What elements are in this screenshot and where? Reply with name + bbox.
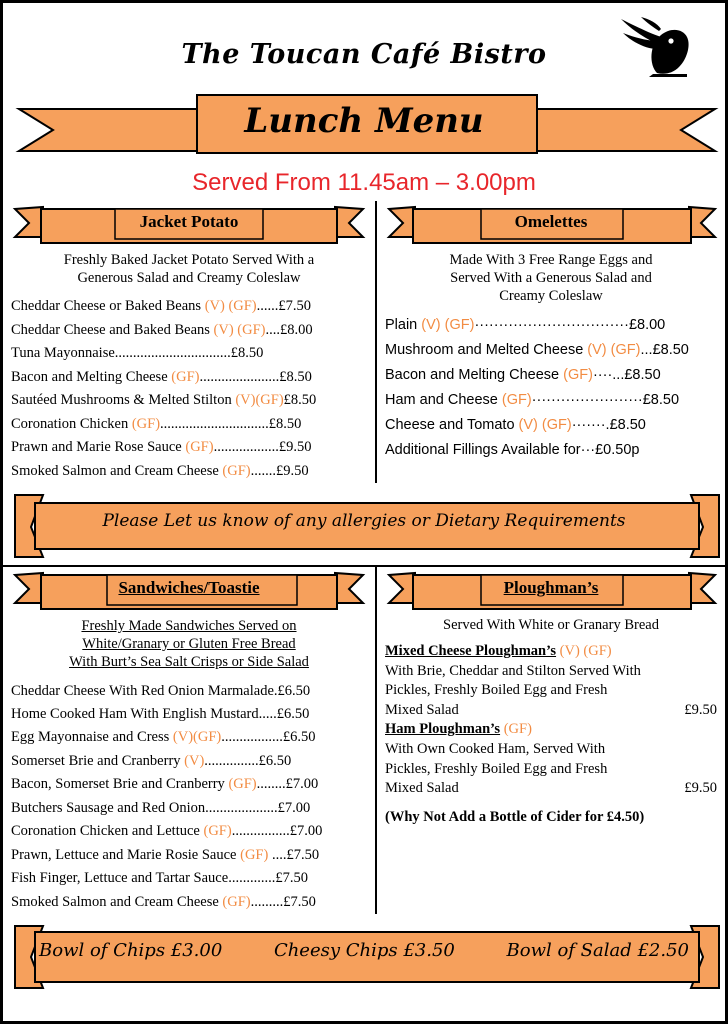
sides-items bbox=[39, 940, 689, 961]
menu-item-name: Bacon, Somerset Brie and Cranberry bbox=[11, 776, 225, 793]
menu-item-tags: (V)(GF) bbox=[169, 729, 222, 746]
menu-item-leader: .... bbox=[268, 846, 287, 863]
menu-item-tags: (GF) bbox=[218, 462, 251, 479]
jacket-potato-heading-ribbon bbox=[11, 203, 367, 247]
menu-item-price: £8.50 bbox=[624, 367, 661, 384]
menu-item-leader: .... bbox=[265, 321, 280, 338]
ploughmans-subtitle: Served With White or Granary Bread bbox=[443, 617, 659, 634]
sides-banner bbox=[9, 918, 719, 994]
menu-item bbox=[11, 389, 367, 412]
jacket-potato-subtitle-line2: Generous Salad and Creamy Coleslaw bbox=[77, 270, 301, 287]
sandwiches-items bbox=[11, 680, 367, 915]
menu-item-price: £8.50 bbox=[642, 392, 680, 409]
menu-item-name: Mushroom and Melted Cheese bbox=[385, 342, 584, 359]
omelettes-subtitle-line3: Creamy Coleslaw bbox=[499, 288, 603, 305]
menu-item-name: Smoked Salmon and Cream Cheese bbox=[11, 893, 219, 910]
menu-item-price: £7.00 bbox=[285, 776, 319, 793]
ploughmans-item-title: Ham Ploughman’s bbox=[385, 721, 501, 738]
menu-item-price: £6.50 bbox=[277, 682, 311, 699]
omelettes-heading: Omelettes bbox=[514, 212, 588, 231]
banner-title: Lunch Menu bbox=[244, 101, 484, 141]
menu-item-name: Prawn and Marie Rose Sauce bbox=[11, 439, 182, 456]
menu-item-tags: (V)(GF) bbox=[231, 392, 284, 409]
menu-item-name: Tuna Mayonnaise bbox=[11, 345, 115, 362]
allergy-text: Please Let us know of any allergies or Dietary Requirements bbox=[102, 511, 626, 532]
menu-item-price: £7.00 bbox=[289, 823, 323, 840]
menu-item-leader: ............. bbox=[228, 870, 276, 887]
menu-item-price: £8.50 bbox=[652, 342, 689, 359]
menu-item-price: £8.50 bbox=[609, 417, 646, 434]
omelettes-subtitle-line2: Served With a Generous Salad and bbox=[450, 270, 652, 287]
menu-item bbox=[11, 460, 367, 483]
menu-item-tags: (GF) bbox=[497, 392, 532, 409]
side-item: Bowl of Chips £3.00 bbox=[39, 940, 223, 962]
menu-item-tags: (GF) bbox=[224, 776, 257, 793]
ploughmans-note: (Why Not Add a Bottle of Cider for £4.50) bbox=[385, 808, 645, 825]
menu-item-tags: (GF) bbox=[181, 439, 214, 456]
omelettes-heading-ribbon bbox=[385, 203, 717, 247]
sandwiches-subtitle bbox=[11, 617, 367, 671]
lunch-menu-banner bbox=[13, 89, 715, 161]
side-item: Cheesy Chips £3.50 bbox=[273, 940, 455, 962]
menu-item-leader: ..... bbox=[258, 705, 277, 722]
menu-item bbox=[385, 388, 717, 413]
menu-item-price: £8.00 bbox=[280, 321, 313, 338]
menu-item-name: Butchers Sausage and Red Onion bbox=[11, 799, 206, 816]
menu-item-tags: (V) (GF) bbox=[417, 317, 475, 334]
menu-item bbox=[11, 319, 367, 342]
menu-item-price: £6.50 bbox=[282, 729, 316, 746]
menu-item-name: Coronation Chicken and Lettuce bbox=[11, 823, 200, 840]
menu-item bbox=[385, 363, 717, 388]
jacket-potato-items bbox=[11, 295, 367, 483]
menu-item bbox=[11, 680, 367, 703]
menu-item bbox=[11, 703, 367, 726]
menu-item-price: £7.50 bbox=[283, 893, 316, 910]
menu-item bbox=[11, 750, 367, 773]
menu-item-name: Ham and Cheese bbox=[385, 392, 498, 409]
menu-item-price: £6.50 bbox=[258, 752, 292, 769]
menu-item-leader: .................. bbox=[213, 439, 279, 456]
side-item: Bowl of Salad £2.50 bbox=[506, 940, 689, 962]
menu-item-price: £9.50 bbox=[276, 462, 309, 479]
menu-item-leader: ...... bbox=[256, 298, 279, 315]
menu-item-tags: (GF) bbox=[167, 368, 200, 385]
sandwiches-subtitle-line3: With Burt’s Sea Salt Crisps or Side Salad bbox=[69, 654, 309, 671]
menu-item-price: £7.50 bbox=[286, 846, 320, 863]
jacket-potato-subtitle-line1: Freshly Baked Jacket Potato Served With a bbox=[63, 252, 315, 268]
omelettes-items bbox=[385, 313, 717, 463]
menu-item-price: £7.50 bbox=[278, 298, 312, 315]
ploughmans-item-tags: (GF) bbox=[500, 721, 532, 738]
menu-item bbox=[385, 413, 717, 438]
menu-item-name: Sautéed Mushrooms & Melted Stilton bbox=[11, 392, 232, 409]
ploughmans-blocks bbox=[385, 642, 717, 799]
menu-item bbox=[11, 436, 367, 459]
allergy-banner bbox=[9, 489, 719, 563]
sandwiches-subtitle-line1: Freshly Made Sandwiches Served on bbox=[81, 618, 297, 635]
menu-item-name: Cheddar Cheese or Baked Beans bbox=[11, 298, 202, 315]
cafe-name: The Toucan Café Bistro bbox=[181, 39, 547, 70]
menu-item-price: £7.00 bbox=[277, 799, 311, 816]
ploughmans-item-price: £9.50 bbox=[684, 701, 717, 718]
menu-item-price: £8.50 bbox=[230, 345, 264, 362]
menu-item-tags: (GF) bbox=[218, 893, 251, 910]
menu-item-leader: ................. bbox=[221, 729, 283, 746]
jacket-potato-heading: Jacket Potato bbox=[139, 212, 239, 231]
menu-item-tags: (GF) bbox=[559, 367, 593, 384]
menu-item-leader: ······················· bbox=[531, 392, 643, 409]
menu-item-leader: ....... bbox=[250, 462, 276, 479]
menu-item-name: Somerset Brie and Cranberry bbox=[11, 752, 181, 769]
menu-item-tags: (V) (GF) bbox=[209, 321, 266, 338]
menu-item-tags: (V) (GF) bbox=[583, 342, 641, 359]
menu-item-name: Coronation Chicken bbox=[11, 415, 129, 432]
ploughmans-item-tags: (V) (GF) bbox=[556, 643, 612, 660]
menu-item bbox=[385, 438, 717, 463]
menu-item-leader: ····... bbox=[592, 367, 625, 384]
ploughmans-item-price: £9.50 bbox=[684, 780, 717, 797]
menu-item bbox=[11, 726, 367, 749]
menu-item-tags: (V) (GF) bbox=[514, 417, 572, 434]
menu-item-leader: ......... bbox=[250, 893, 284, 910]
menu-item bbox=[385, 313, 717, 338]
menu-item-name: Cheddar Cheese and Baked Beans bbox=[11, 321, 210, 338]
menu-item bbox=[11, 844, 367, 867]
menu-item bbox=[11, 773, 367, 796]
ploughmans-item bbox=[385, 720, 717, 798]
menu-item-tags: (V) bbox=[180, 752, 205, 769]
menu-item-price: £0.50p bbox=[595, 442, 640, 459]
menu-item-price: £8.00 bbox=[628, 317, 666, 334]
menu-item-name: Smoked Salmon and Cream Cheese bbox=[11, 462, 219, 479]
menu-item-name: Home Cooked Ham With English Mustard bbox=[11, 705, 259, 722]
menu-item-name: Prawn, Lettuce and Marie Rosie Sauce bbox=[11, 846, 237, 863]
top-sections bbox=[3, 201, 725, 483]
menu-item-price: £6.50 bbox=[276, 705, 310, 722]
menu-item bbox=[385, 338, 717, 363]
ploughmans-item-desc: With Brie, Cheddar and Stilton Served With bbox=[385, 662, 641, 679]
menu-item-name: Bacon and Melting Cheese bbox=[385, 367, 560, 384]
menu-item bbox=[11, 295, 367, 318]
ploughmans-item-title: Mixed Cheese Ploughman’s bbox=[385, 643, 557, 660]
menu-item-leader: ................................ bbox=[114, 345, 231, 362]
ploughmans-item-desc: Mixed Salad bbox=[385, 701, 459, 718]
bottom-sections bbox=[3, 567, 725, 914]
menu-item-name: Cheese and Tomato bbox=[385, 417, 515, 434]
menu-item-name: Additional Fillings Available for bbox=[385, 442, 581, 459]
menu-item bbox=[11, 342, 367, 365]
menu-item-leader: ................ bbox=[231, 823, 290, 840]
omelettes-section bbox=[375, 201, 725, 483]
jacket-potato-section bbox=[3, 201, 375, 483]
sandwiches-heading-ribbon bbox=[11, 569, 367, 613]
sandwiches-heading: Sandwiches/Toastie bbox=[118, 578, 260, 598]
menu-item-name: Egg Mayonnaise and Cress bbox=[11, 729, 170, 746]
ploughmans-section bbox=[375, 567, 725, 914]
menu-item bbox=[11, 797, 367, 820]
menu-item bbox=[11, 891, 367, 914]
menu-item-price: £7.50 bbox=[275, 870, 308, 887]
menu-item-tags: (GF) bbox=[236, 846, 269, 863]
menu-item-name: Fish Finger, Lettuce and Tartar Sauce bbox=[11, 870, 229, 887]
menu-item-name: Cheddar Cheese With Red Onion Marmalade. bbox=[11, 682, 278, 699]
ploughmans-item-desc: With Own Cooked Ham, Served With bbox=[385, 740, 606, 757]
jacket-potato-subtitle bbox=[11, 251, 367, 287]
menu-item-tags: (GF) bbox=[128, 415, 161, 432]
menu-item-leader: ........ bbox=[256, 776, 286, 793]
menu-item-tags: (GF) bbox=[199, 823, 232, 840]
ploughmans-item-desc: Mixed Salad bbox=[385, 780, 459, 797]
menu-item-price: £8.50 bbox=[279, 368, 312, 385]
toucan-bird-icon bbox=[587, 11, 697, 87]
omelettes-subtitle-line1: Made With 3 Free Range Eggs and bbox=[449, 252, 653, 268]
menu-item bbox=[11, 366, 367, 389]
menu-item-leader: ... bbox=[640, 342, 653, 359]
menu-header bbox=[3, 3, 725, 89]
menu-item bbox=[11, 820, 367, 843]
served-from-text: Served From 11.45am – 3.00pm bbox=[192, 169, 536, 196]
menu-item-leader: ............... bbox=[204, 752, 259, 769]
ploughmans-item-desc: Pickles, Freshly Boiled Egg and Fresh bbox=[385, 760, 608, 777]
menu-item bbox=[11, 413, 367, 436]
menu-item-leader: ································ bbox=[474, 317, 629, 334]
ploughmans-item-desc: Pickles, Freshly Boiled Egg and Fresh bbox=[385, 682, 608, 699]
ploughmans-heading: Ploughman’s bbox=[503, 578, 599, 598]
ploughmans-item bbox=[385, 642, 717, 720]
menu-item-leader: .............................. bbox=[160, 415, 269, 432]
menu-item-tags: (V) (GF) bbox=[201, 298, 257, 315]
omelettes-subtitle bbox=[385, 251, 717, 305]
sandwiches-subtitle-line2: White/Granary or Gluten Free Bread bbox=[82, 636, 296, 653]
ploughmans-heading-ribbon bbox=[385, 569, 717, 613]
menu-item-price: £8.50 bbox=[268, 415, 302, 432]
menu-item-price: £9.50 bbox=[278, 439, 312, 456]
menu-item-name: Bacon and Melting Cheese bbox=[11, 368, 168, 385]
menu-item-price: £8.50 bbox=[283, 392, 317, 409]
menu-item bbox=[11, 867, 367, 890]
sandwiches-section bbox=[3, 567, 375, 914]
menu-item-leader: ...................... bbox=[199, 368, 280, 385]
menu-item-name: Plain bbox=[385, 317, 418, 334]
menu-item-leader: .................... bbox=[205, 799, 278, 816]
menu-item-leader: ·······. bbox=[571, 417, 610, 434]
menu-item-leader: ··· bbox=[580, 442, 596, 459]
